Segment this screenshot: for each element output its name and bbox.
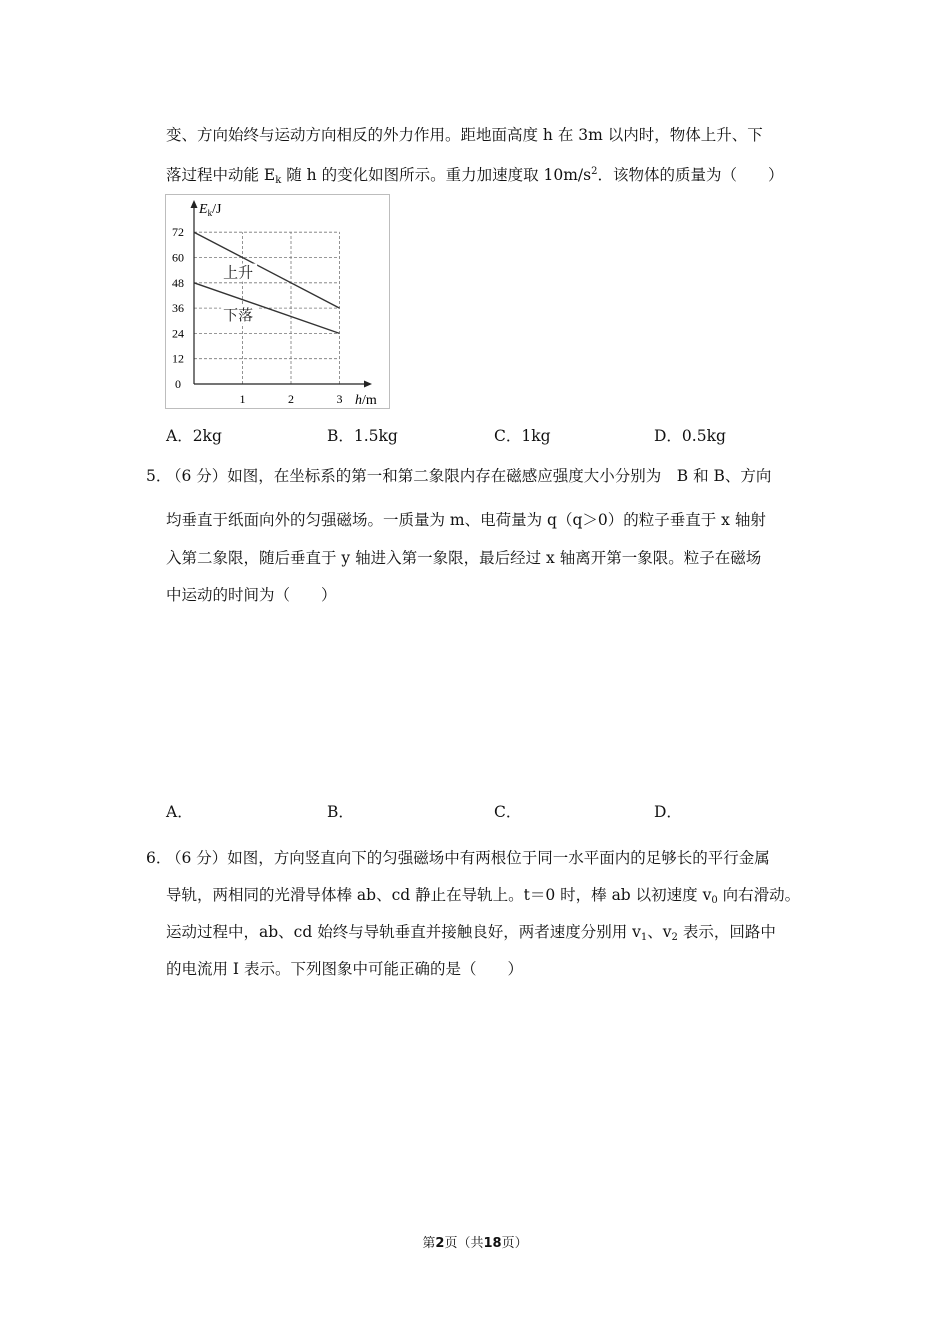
footer-total-pages: 18 [483,1236,502,1251]
footer-mid: 页（共 [444,1236,484,1251]
q6-subscript: 2 [671,932,678,943]
y-axis-label: $E_k/J$ [199,202,222,218]
y-tick-label: 48 [172,275,184,290]
series-label: 上升 [223,263,254,282]
q4-text-part: ．该物体的质量为（ ） [597,166,784,184]
q4-text-part: 随 h 的变化如图所示。重力加速度取 10m/s [281,166,592,184]
x-axis-label: h/m [355,393,377,408]
q6-subscript: 0 [711,895,718,906]
q5-number: 5． [146,467,172,485]
y-tick-label: 0 [175,377,181,391]
q5-text-line-4: 中运动的时间为（ ） [166,586,337,604]
q6-text-line-3 [166,921,776,949]
q4-subscript: k [275,175,282,186]
ek-h-chart [165,194,390,409]
q6-text-line-4: 的电流用 I 表示。下列图象中可能正确的是（ ） [166,960,523,978]
x-tick-label: 1 [239,392,246,406]
q5-text-line-1: （6 分）如图，在坐标系的第一和第二象限内存在磁感应强度大小分别为 B 和 B、方向 [166,467,772,485]
q4-text-line-2 [166,161,784,192]
q6-text-line-1: （6 分）如图，方向竖直向下的匀强磁场中有两根位于同一水平面内的足够长的平行金属 [166,849,770,867]
q4-text-part: 落过程中动能 E [166,166,276,184]
chart-frame [166,195,390,409]
q6-text-part: 、v [647,923,672,941]
x-tick-label: 3 [336,392,343,406]
y-tick-label: 60 [172,250,184,265]
q5-text-line-2: 均垂直于纸面向外的匀强磁场。一质量为 m、电荷量为 q（q＞0）的粒子垂直于 x 轴射 [166,511,766,529]
q4-option-d[interactable]: D．0.5kg [654,427,726,445]
q5-option-b[interactable]: B． [327,803,354,821]
page-footer [0,1232,950,1251]
y-tick-label: 72 [172,225,184,240]
q4-option-b[interactable]: B．1.5kg [327,427,398,445]
q6-text-part: 导轨，两相同的光滑导体棒 ab、cd 静止在导轨上。t＝0 时，棒 ab 以初速度 v [166,886,712,904]
q5-option-c[interactable]: C． [494,803,522,821]
q6-text-line-2 [166,884,800,912]
q4-option-a[interactable]: A．2kg [166,427,222,445]
y-tick-label: 24 [172,326,184,341]
q6-text-part: 运动过程中，ab、cd 始终与导轨垂直并接触良好，两者速度分别用 v [166,923,641,941]
q6-subscript: 1 [640,932,648,943]
q6-text-part: 表示，回路中 [677,923,776,941]
q4-text-line-1: 变、方向始终与运动方向相反的外力作用。距地面高度 h 在 3m 以内时，物体上升、下 [166,126,763,144]
q5-option-d[interactable]: D． [654,803,682,821]
series-label: 下落 [223,305,254,324]
q5-option-a[interactable]: A． [166,803,193,821]
footer-suffix: 页） [501,1236,528,1251]
x-tick-label: 2 [288,392,294,406]
q4-option-c[interactable]: C．1kg [494,427,551,445]
footer-page-number: 2 [435,1236,445,1251]
y-tick-label: 12 [172,351,184,366]
q4-superscript: 2 [591,166,598,177]
y-tick-label: 36 [172,301,184,316]
q6-text-part: 向右滑动。 [717,886,801,904]
q6-number: 6． [146,849,172,867]
footer-prefix: 第 [422,1236,436,1251]
q5-text-line-3: 入第二象限，随后垂直于 y 轴进入第一象限，最后经过 x 轴离开第一象限。粒子在磁场 [166,549,762,567]
